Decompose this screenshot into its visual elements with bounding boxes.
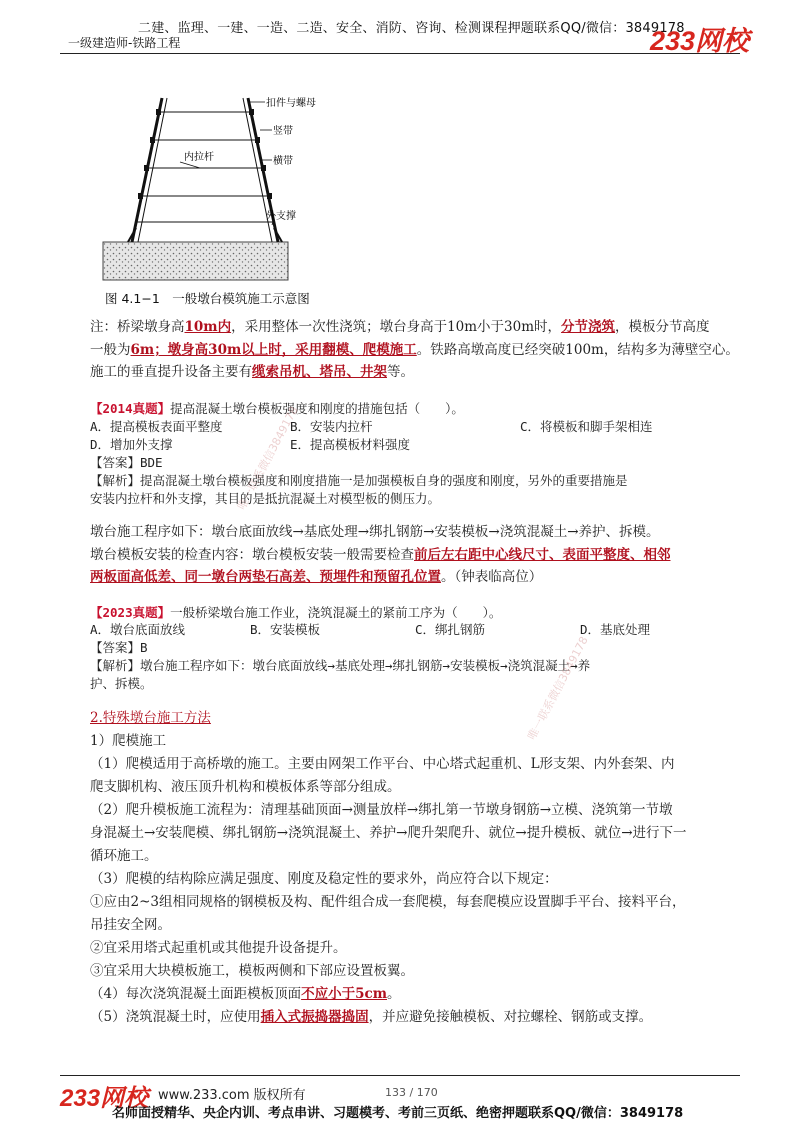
subsection-heading: 1）爬模施工 (90, 733, 167, 749)
note-line-2: 一般为6m；墩身高30m以上时，采用翻模、爬模施工。铁路高墩高度已经突破100m，结构多为薄壁空心。 (90, 342, 739, 358)
watermark-1: 唯一联系微信3849178 (235, 404, 301, 513)
watermark-2: 唯一联系微信3849178 (525, 634, 591, 743)
special-p3-item2: ②宜采用塔式起重机或其他提升设备提升。 (90, 940, 347, 956)
footer-copyright: www.233.com 版权所有 (158, 1088, 306, 1103)
label-horizontal-band: 横带 (273, 156, 293, 167)
page-number: 133 / 170 (385, 1086, 438, 1099)
note-line-1: 注：桥梁墩身高10m内，采用整体一次性浇筑；墩台身高于10m小于30m时，分节浇筑，模板分节高度 (90, 319, 710, 335)
question-2014-analysis-2: 安装内拉杆和外支撑，其目的是抵抗混凝土对模型板的侧压力。 (90, 491, 441, 506)
figure-caption: 图 4.1−1 一般墩台模筑施工示意图 (105, 291, 310, 306)
footer-divider (60, 1075, 740, 1076)
question-2023-analysis-2: 护、拆模。 (90, 676, 153, 691)
special-p3-item1-line1: ①应由2~3组相同规格的钢模板及构、配件组合成一套爬模，每套爬模应设置脚手平台、接料平台， (90, 894, 686, 910)
special-p3-item3: ③宜采用大块模板施工，模板两侧和下部应设置板翼。 (90, 963, 414, 979)
question-2014-options-row1: A．提高模板表面平整度 B．安装内拉杆 C．将模板和脚手架相连 (90, 419, 653, 434)
label-fastener: 扣件与螺母 (266, 98, 316, 109)
header-divider (60, 53, 740, 54)
question-2023-stem: 【2023真题】一般桥梁墩台施工作业，浇筑混凝土的紧前工序为（ ）。 (90, 605, 502, 620)
header-banner: 二建、监理、一建、一造、二造、安全、消防、咨询、检测课程押题联系QQ/微信：3849178 (138, 21, 685, 36)
section-heading: 2.特殊墩台施工方法 (90, 710, 211, 726)
label-vertical-band: 竖带 (273, 126, 293, 137)
special-p5: （5）浇筑混凝土时，应使用插入式振捣器捣固，并应避免接触模板、对拉螺栓、钢筋或支撑。 (90, 1009, 653, 1025)
label-inner-rod: 内拉杆 (184, 152, 214, 163)
label-outer-brace: 外支撑 (266, 211, 296, 222)
special-p3-item1-line2: 吊挂安全网。 (90, 917, 171, 933)
question-2014-analysis-1: 【解析】提高混凝土墩台模板强度和刚度措施一是加强模板自身的强度和刚度，另外的重要措施是 (90, 473, 628, 488)
special-p1-line1: （1）爬模适用于高桥墩的施工。主要由网架工作平台、中心塔式起重机、L形支架、内外套架、内 (90, 756, 675, 772)
special-p2-line1: （2）爬升模板施工流程为：清理基础顶面→测量放样→绑扎第一节墩身钢筋→立模、浇筑第一节墩 (90, 802, 673, 818)
special-p3: （3）爬模的结构除应满足强度、刚度及稳定性的要求外，尚应符合以下规定： (90, 871, 558, 887)
question-2014-stem: 【2014真题】提高混凝土墩台模板强度和刚度的措施包括（ ）。 (90, 401, 464, 416)
special-p2-line2: 身混凝土→安装爬模、绑扎钢筋→浇筑混凝土、养护→爬升架爬升、就位→提升模板、就位→进行下一 (90, 825, 687, 841)
brand-logo: 233网校 (650, 26, 750, 56)
footer-banner: 名师面授精华、央企内训、考点串讲、习题模考、考前三页纸、绝密押题联系QQ/微信：3849178 (112, 1106, 684, 1121)
footer-logo: 233网校 (60, 1085, 149, 1112)
special-p4: （4）每次浇筑混凝土面距模板顶面不应小于5cm。 (90, 986, 401, 1002)
procedure-line-2: 墩台模板安装的检查内容：墩台模板安装一般需要检查前后左右距中心线尺寸、表面平整度、相邻 (90, 547, 671, 563)
question-2023-options: A．墩台底面放线 B．安装模板 C．绑扎钢筋 D．基底处理 (90, 622, 651, 637)
procedure-line-3: 两板面高低差、同一墩台两垫石高差、预埋件和预留孔位置。（钟表临高位） (90, 569, 543, 585)
procedure-line-1: 墩台施工程序如下：墩台底面放线→基底处理→绑扎钢筋→安装模板→浇筑混凝土→养护、拆模。 (90, 524, 660, 540)
special-p1-line2: 爬支脚机构、液压顶升机构和模板体系等部分组成。 (90, 779, 401, 795)
document-subtitle: 一级建造师-铁路工程 (68, 36, 181, 50)
pier-formwork-diagram (100, 90, 316, 290)
question-2023-analysis-1: 【解析】墩台施工程序如下：墩台底面放线→基底处理→绑扎钢筋→安装模板→浇筑混凝土→养 (90, 658, 591, 673)
question-2014-answer: 【答案】BDE (90, 455, 163, 470)
question-2023-answer: 【答案】B (90, 640, 148, 655)
note-line-3: 施工的垂直提升设备主要有缆索吊机、塔吊、井架等。 (90, 364, 414, 380)
special-p2-line3: 循环施工。 (90, 848, 158, 864)
question-2014-options-row2: D．增加外支撑 E．提高模板材料强度 (90, 437, 411, 452)
